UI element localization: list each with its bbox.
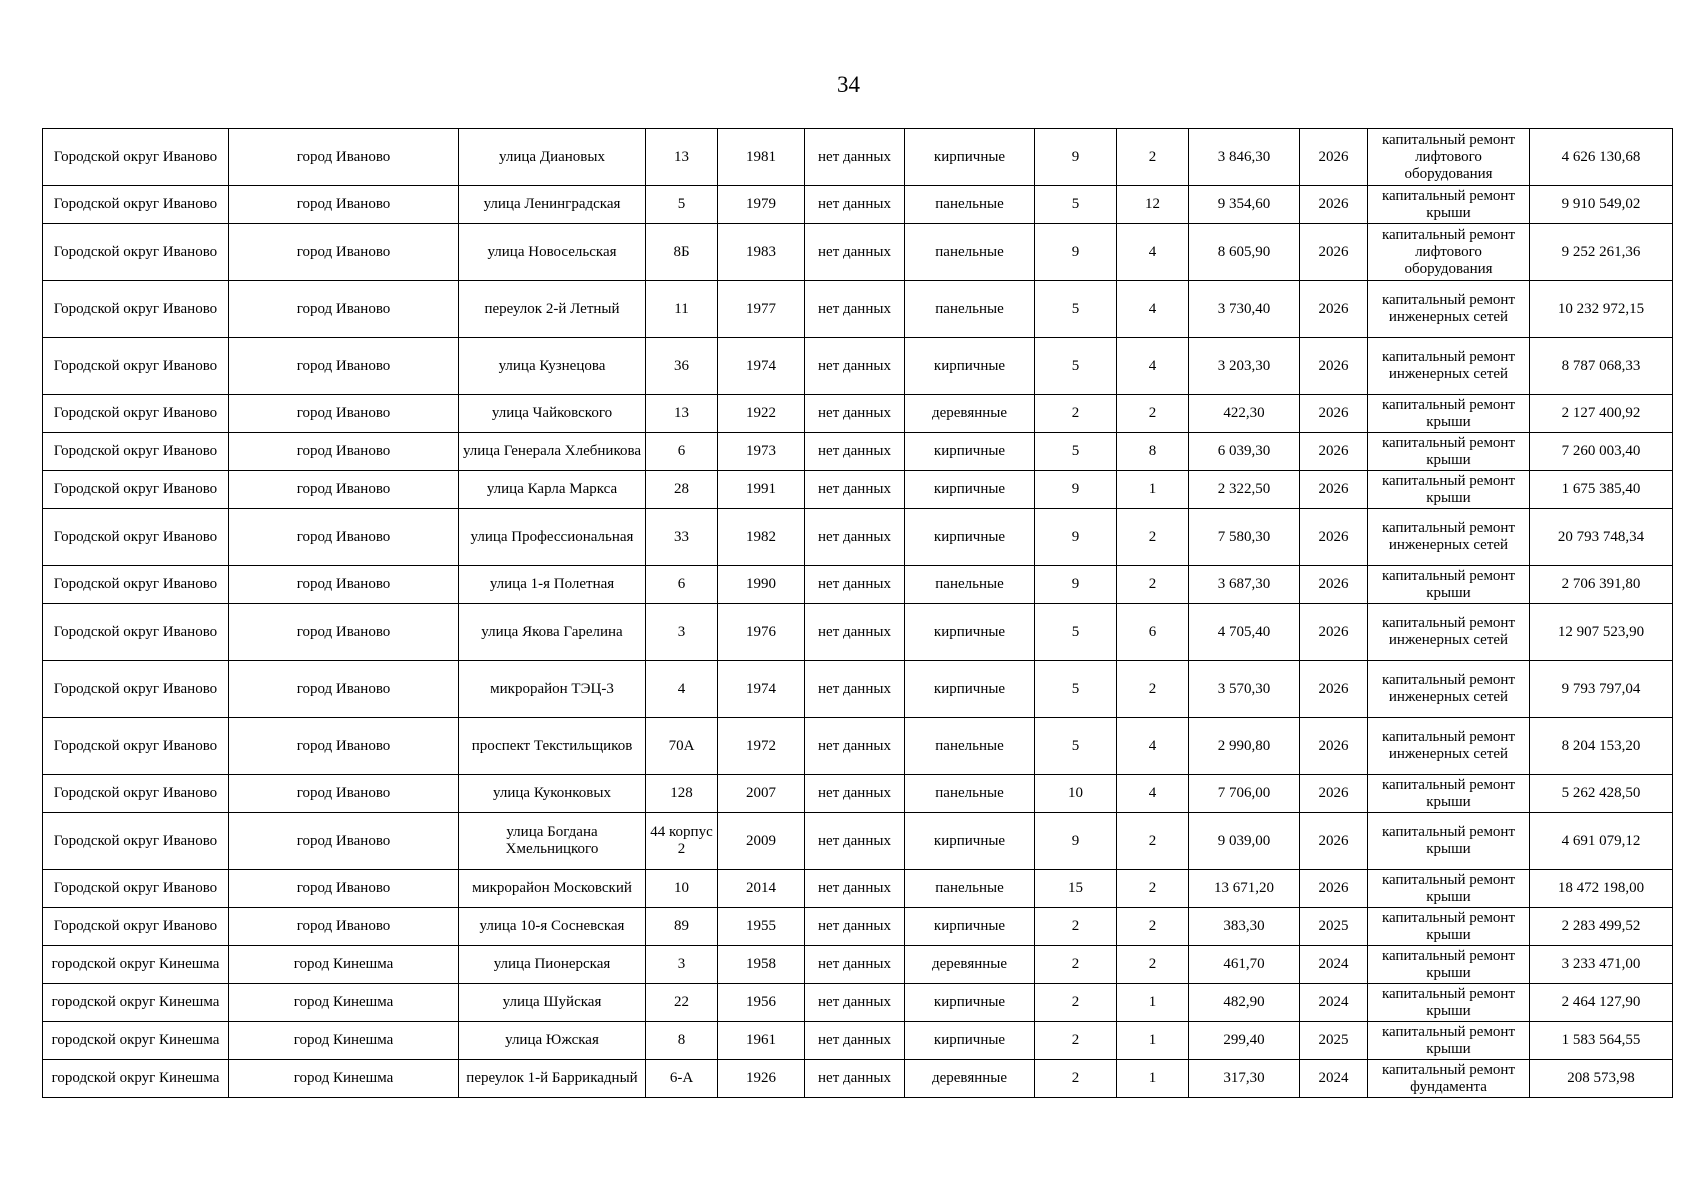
street-cell: микрорайон ТЭЦ-3 [459,661,646,718]
plan-year-cell: 2026 [1300,433,1368,471]
wall-material-cell: кирпичные [905,661,1035,718]
build-year-cell: 1958 [718,946,805,984]
no-data-cell: нет данных [805,604,905,661]
area-cell: 461,70 [1189,946,1300,984]
area-cell: 2 322,50 [1189,471,1300,509]
build-year-cell: 1956 [718,984,805,1022]
table-row [43,718,1673,775]
table-row [43,281,1673,338]
floors-cell: 2 [1035,908,1117,946]
work-type-cell: капитальный ремонт крыши [1368,870,1530,908]
build-year-cell: 2007 [718,775,805,813]
table-row [43,395,1673,433]
wall-material-cell: панельные [905,775,1035,813]
district-cell: Городской округ Иваново [43,281,229,338]
district-cell: Городской округ Иваново [43,224,229,281]
house-number-cell: 44 корпус 2 [646,813,718,870]
street-cell: улица Куконковых [459,775,646,813]
build-year-cell: 1977 [718,281,805,338]
build-year-cell: 1983 [718,224,805,281]
work-type-cell: капитальный ремонт лифтового оборудования [1368,224,1530,281]
build-year-cell: 1974 [718,661,805,718]
cost-cell: 12 907 523,90 [1530,604,1673,661]
plan-year-cell: 2026 [1300,338,1368,395]
house-number-cell: 8Б [646,224,718,281]
wall-material-cell: деревянные [905,946,1035,984]
no-data-cell: нет данных [805,395,905,433]
floors-cell: 9 [1035,566,1117,604]
city-cell: город Иваново [229,224,459,281]
house-number-cell: 8 [646,1022,718,1060]
wall-material-cell: кирпичные [905,984,1035,1022]
entrances-cell: 4 [1117,718,1189,775]
floors-cell: 9 [1035,813,1117,870]
no-data-cell: нет данных [805,186,905,224]
house-number-cell: 5 [646,186,718,224]
floors-cell: 5 [1035,718,1117,775]
city-cell: город Иваново [229,509,459,566]
no-data-cell: нет данных [805,281,905,338]
house-number-cell: 22 [646,984,718,1022]
cost-cell: 2 464 127,90 [1530,984,1673,1022]
floors-cell: 15 [1035,870,1117,908]
no-data-cell: нет данных [805,433,905,471]
entrances-cell: 1 [1117,1060,1189,1098]
wall-material-cell: кирпичные [905,338,1035,395]
area-cell: 422,30 [1189,395,1300,433]
cost-cell: 7 260 003,40 [1530,433,1673,471]
area-cell: 9 039,00 [1189,813,1300,870]
city-cell: город Иваново [229,186,459,224]
floors-cell: 9 [1035,471,1117,509]
street-cell: улица Якова Гарелина [459,604,646,661]
area-cell: 3 846,30 [1189,129,1300,186]
street-cell: проспект Текстильщиков [459,718,646,775]
area-cell: 299,40 [1189,1022,1300,1060]
table-row [43,433,1673,471]
wall-material-cell: панельные [905,718,1035,775]
area-cell: 3 203,30 [1189,338,1300,395]
plan-year-cell: 2026 [1300,718,1368,775]
plan-year-cell: 2024 [1300,946,1368,984]
entrances-cell: 6 [1117,604,1189,661]
house-number-cell: 70А [646,718,718,775]
cost-cell: 9 793 797,04 [1530,661,1673,718]
city-cell: город Иваново [229,395,459,433]
entrances-cell: 2 [1117,129,1189,186]
build-year-cell: 1981 [718,129,805,186]
wall-material-cell: кирпичные [905,509,1035,566]
build-year-cell: 1991 [718,471,805,509]
work-type-cell: капитальный ремонт крыши [1368,946,1530,984]
entrances-cell: 2 [1117,509,1189,566]
work-type-cell: капитальный ремонт лифтового оборудования [1368,129,1530,186]
plan-year-cell: 2026 [1300,281,1368,338]
cost-cell: 1 675 385,40 [1530,471,1673,509]
wall-material-cell: кирпичные [905,1022,1035,1060]
district-cell: Городской округ Иваново [43,509,229,566]
district-cell: Городской округ Иваново [43,604,229,661]
cost-cell: 1 583 564,55 [1530,1022,1673,1060]
build-year-cell: 2009 [718,813,805,870]
house-number-cell: 13 [646,129,718,186]
city-cell: город Иваново [229,661,459,718]
build-year-cell: 1973 [718,433,805,471]
street-cell: улица Генерала Хлебникова [459,433,646,471]
city-cell: город Иваново [229,281,459,338]
work-type-cell: капитальный ремонт инженерных сетей [1368,661,1530,718]
house-number-cell: 4 [646,661,718,718]
floors-cell: 5 [1035,186,1117,224]
area-cell: 7 580,30 [1189,509,1300,566]
floors-cell: 9 [1035,224,1117,281]
housing-register-table [42,128,1673,1098]
city-cell: город Иваново [229,604,459,661]
table-row [43,813,1673,870]
district-cell: Городской округ Иваново [43,338,229,395]
no-data-cell: нет данных [805,718,905,775]
entrances-cell: 2 [1117,870,1189,908]
build-year-cell: 1922 [718,395,805,433]
table-row [43,661,1673,718]
district-cell: Городской округ Иваново [43,395,229,433]
plan-year-cell: 2026 [1300,471,1368,509]
street-cell: улица Шуйская [459,984,646,1022]
district-cell: Городской округ Иваново [43,908,229,946]
street-cell: улица 1-я Полетная [459,566,646,604]
no-data-cell: нет данных [805,1022,905,1060]
entrances-cell: 2 [1117,908,1189,946]
area-cell: 317,30 [1189,1060,1300,1098]
build-year-cell: 1982 [718,509,805,566]
table-row [43,908,1673,946]
street-cell: улица Пионерская [459,946,646,984]
city-cell: город Иваново [229,813,459,870]
cost-cell: 10 232 972,15 [1530,281,1673,338]
district-cell: городской округ Кинешма [43,1060,229,1098]
work-type-cell: капитальный ремонт инженерных сетей [1368,509,1530,566]
street-cell: улица Кузнецова [459,338,646,395]
house-number-cell: 10 [646,870,718,908]
floors-cell: 2 [1035,1060,1117,1098]
plan-year-cell: 2026 [1300,224,1368,281]
cost-cell: 208 573,98 [1530,1060,1673,1098]
house-number-cell: 28 [646,471,718,509]
district-cell: Городской округ Иваново [43,471,229,509]
table-row [43,224,1673,281]
work-type-cell: капитальный ремонт крыши [1368,433,1530,471]
table-row [43,471,1673,509]
house-number-cell: 13 [646,395,718,433]
city-cell: город Кинешма [229,1022,459,1060]
district-cell: Городской округ Иваново [43,870,229,908]
street-cell: переулок 2-й Летный [459,281,646,338]
plan-year-cell: 2026 [1300,604,1368,661]
cost-cell: 18 472 198,00 [1530,870,1673,908]
house-number-cell: 3 [646,946,718,984]
street-cell: улица Карла Маркса [459,471,646,509]
entrances-cell: 1 [1117,471,1189,509]
plan-year-cell: 2026 [1300,566,1368,604]
work-type-cell: капитальный ремонт крыши [1368,395,1530,433]
cost-cell: 8 787 068,33 [1530,338,1673,395]
area-cell: 8 605,90 [1189,224,1300,281]
city-cell: город Кинешма [229,984,459,1022]
no-data-cell: нет данных [805,338,905,395]
house-number-cell: 6 [646,566,718,604]
house-number-cell: 3 [646,604,718,661]
entrances-cell: 4 [1117,281,1189,338]
city-cell: город Иваново [229,775,459,813]
plan-year-cell: 2026 [1300,661,1368,718]
floors-cell: 5 [1035,661,1117,718]
build-year-cell: 1972 [718,718,805,775]
plan-year-cell: 2025 [1300,908,1368,946]
cost-cell: 8 204 153,20 [1530,718,1673,775]
wall-material-cell: кирпичные [905,471,1035,509]
district-cell: Городской округ Иваново [43,129,229,186]
wall-material-cell: кирпичные [905,604,1035,661]
city-cell: город Иваново [229,338,459,395]
cost-cell: 2 127 400,92 [1530,395,1673,433]
work-type-cell: капитальный ремонт крыши [1368,186,1530,224]
no-data-cell: нет данных [805,908,905,946]
district-cell: Городской округ Иваново [43,661,229,718]
district-cell: Городской округ Иваново [43,775,229,813]
area-cell: 7 706,00 [1189,775,1300,813]
plan-year-cell: 2024 [1300,984,1368,1022]
no-data-cell: нет данных [805,661,905,718]
floors-cell: 9 [1035,509,1117,566]
no-data-cell: нет данных [805,1060,905,1098]
build-year-cell: 1955 [718,908,805,946]
street-cell: переулок 1-й Баррикадный [459,1060,646,1098]
wall-material-cell: панельные [905,281,1035,338]
table-row [43,1022,1673,1060]
no-data-cell: нет данных [805,775,905,813]
city-cell: город Иваново [229,870,459,908]
street-cell: улица Профессиональная [459,509,646,566]
street-cell: микрорайон Московский [459,870,646,908]
house-number-cell: 89 [646,908,718,946]
no-data-cell: нет данных [805,224,905,281]
work-type-cell: капитальный ремонт крыши [1368,566,1530,604]
area-cell: 482,90 [1189,984,1300,1022]
street-cell: улица Новосельская [459,224,646,281]
table-row [43,604,1673,661]
plan-year-cell: 2026 [1300,395,1368,433]
district-cell: Городской округ Иваново [43,433,229,471]
plan-year-cell: 2024 [1300,1060,1368,1098]
wall-material-cell: панельные [905,224,1035,281]
wall-material-cell: панельные [905,870,1035,908]
work-type-cell: капитальный ремонт крыши [1368,813,1530,870]
work-type-cell: капитальный ремонт крыши [1368,908,1530,946]
city-cell: город Кинешма [229,946,459,984]
wall-material-cell: кирпичные [905,433,1035,471]
cost-cell: 4 691 079,12 [1530,813,1673,870]
street-cell: улица Южская [459,1022,646,1060]
plan-year-cell: 2026 [1300,870,1368,908]
plan-year-cell: 2026 [1300,775,1368,813]
work-type-cell: капитальный ремонт инженерных сетей [1368,604,1530,661]
table-row [43,775,1673,813]
cost-cell: 2 706 391,80 [1530,566,1673,604]
street-cell: улица 10-я Сосневская [459,908,646,946]
floors-cell: 5 [1035,604,1117,661]
build-year-cell: 1926 [718,1060,805,1098]
city-cell: город Иваново [229,718,459,775]
table-row [43,566,1673,604]
street-cell: улица Богдана Хмельницкого [459,813,646,870]
city-cell: город Иваново [229,471,459,509]
build-year-cell: 1990 [718,566,805,604]
build-year-cell: 1974 [718,338,805,395]
cost-cell: 9 252 261,36 [1530,224,1673,281]
district-cell: Городской округ Иваново [43,813,229,870]
build-year-cell: 1976 [718,604,805,661]
entrances-cell: 2 [1117,395,1189,433]
no-data-cell: нет данных [805,129,905,186]
no-data-cell: нет данных [805,813,905,870]
district-cell: Городской округ Иваново [43,566,229,604]
wall-material-cell: панельные [905,566,1035,604]
work-type-cell: капитальный ремонт крыши [1368,1022,1530,1060]
table-row [43,509,1673,566]
page-number: 34 [837,72,860,97]
area-cell: 4 705,40 [1189,604,1300,661]
cost-cell: 4 626 130,68 [1530,129,1673,186]
street-cell: улица Диановых [459,129,646,186]
entrances-cell: 4 [1117,224,1189,281]
plan-year-cell: 2026 [1300,509,1368,566]
no-data-cell: нет данных [805,946,905,984]
district-cell: городской округ Кинешма [43,1022,229,1060]
work-type-cell: капитальный ремонт инженерных сетей [1368,281,1530,338]
work-type-cell: капитальный ремонт крыши [1368,984,1530,1022]
entrances-cell: 1 [1117,984,1189,1022]
cost-cell: 5 262 428,50 [1530,775,1673,813]
floors-cell: 2 [1035,395,1117,433]
cost-cell: 3 233 471,00 [1530,946,1673,984]
house-number-cell: 33 [646,509,718,566]
floors-cell: 5 [1035,433,1117,471]
build-year-cell: 1979 [718,186,805,224]
floors-cell: 9 [1035,129,1117,186]
area-cell: 9 354,60 [1189,186,1300,224]
floors-cell: 10 [1035,775,1117,813]
work-type-cell: капитальный ремонт инженерных сетей [1368,338,1530,395]
table-row [43,129,1673,186]
floors-cell: 5 [1035,281,1117,338]
entrances-cell: 2 [1117,661,1189,718]
house-number-cell: 11 [646,281,718,338]
build-year-cell: 2014 [718,870,805,908]
district-cell: Городской округ Иваново [43,718,229,775]
entrances-cell: 2 [1117,813,1189,870]
plan-year-cell: 2026 [1300,813,1368,870]
table-row [43,984,1673,1022]
floors-cell: 5 [1035,338,1117,395]
floors-cell: 2 [1035,984,1117,1022]
city-cell: город Иваново [229,908,459,946]
no-data-cell: нет данных [805,566,905,604]
table-row [43,946,1673,984]
district-cell: городской округ Кинешма [43,946,229,984]
district-cell: городской округ Кинешма [43,984,229,1022]
work-type-cell: капитальный ремонт крыши [1368,471,1530,509]
work-type-cell: капитальный ремонт крыши [1368,775,1530,813]
area-cell: 3 730,40 [1189,281,1300,338]
table-row [43,870,1673,908]
no-data-cell: нет данных [805,984,905,1022]
wall-material-cell: деревянные [905,1060,1035,1098]
wall-material-cell: панельные [905,186,1035,224]
floors-cell: 2 [1035,1022,1117,1060]
city-cell: город Иваново [229,566,459,604]
entrances-cell: 2 [1117,566,1189,604]
area-cell: 3 687,30 [1189,566,1300,604]
area-cell: 3 570,30 [1189,661,1300,718]
plan-year-cell: 2025 [1300,1022,1368,1060]
cost-cell: 9 910 549,02 [1530,186,1673,224]
table-row [43,1060,1673,1098]
house-number-cell: 6 [646,433,718,471]
entrances-cell: 2 [1117,946,1189,984]
no-data-cell: нет данных [805,870,905,908]
wall-material-cell: кирпичные [905,813,1035,870]
house-number-cell: 6-А [646,1060,718,1098]
entrances-cell: 4 [1117,775,1189,813]
street-cell: улица Ленинградская [459,186,646,224]
plan-year-cell: 2026 [1300,129,1368,186]
wall-material-cell: кирпичные [905,129,1035,186]
entrances-cell: 12 [1117,186,1189,224]
city-cell: город Иваново [229,129,459,186]
no-data-cell: нет данных [805,471,905,509]
no-data-cell: нет данных [805,509,905,566]
area-cell: 2 990,80 [1189,718,1300,775]
house-number-cell: 128 [646,775,718,813]
entrances-cell: 4 [1117,338,1189,395]
table-row [43,338,1673,395]
area-cell: 6 039,30 [1189,433,1300,471]
street-cell: улица Чайковского [459,395,646,433]
floors-cell: 2 [1035,946,1117,984]
entrances-cell: 8 [1117,433,1189,471]
cost-cell: 20 793 748,34 [1530,509,1673,566]
table-row [43,186,1673,224]
entrances-cell: 1 [1117,1022,1189,1060]
plan-year-cell: 2026 [1300,186,1368,224]
city-cell: город Кинешма [229,1060,459,1098]
wall-material-cell: деревянные [905,395,1035,433]
cost-cell: 2 283 499,52 [1530,908,1673,946]
work-type-cell: капитальный ремонт фундамента [1368,1060,1530,1098]
work-type-cell: капитальный ремонт инженерных сетей [1368,718,1530,775]
district-cell: Городской округ Иваново [43,186,229,224]
wall-material-cell: кирпичные [905,908,1035,946]
house-number-cell: 36 [646,338,718,395]
area-cell: 383,30 [1189,908,1300,946]
city-cell: город Иваново [229,433,459,471]
build-year-cell: 1961 [718,1022,805,1060]
area-cell: 13 671,20 [1189,870,1300,908]
